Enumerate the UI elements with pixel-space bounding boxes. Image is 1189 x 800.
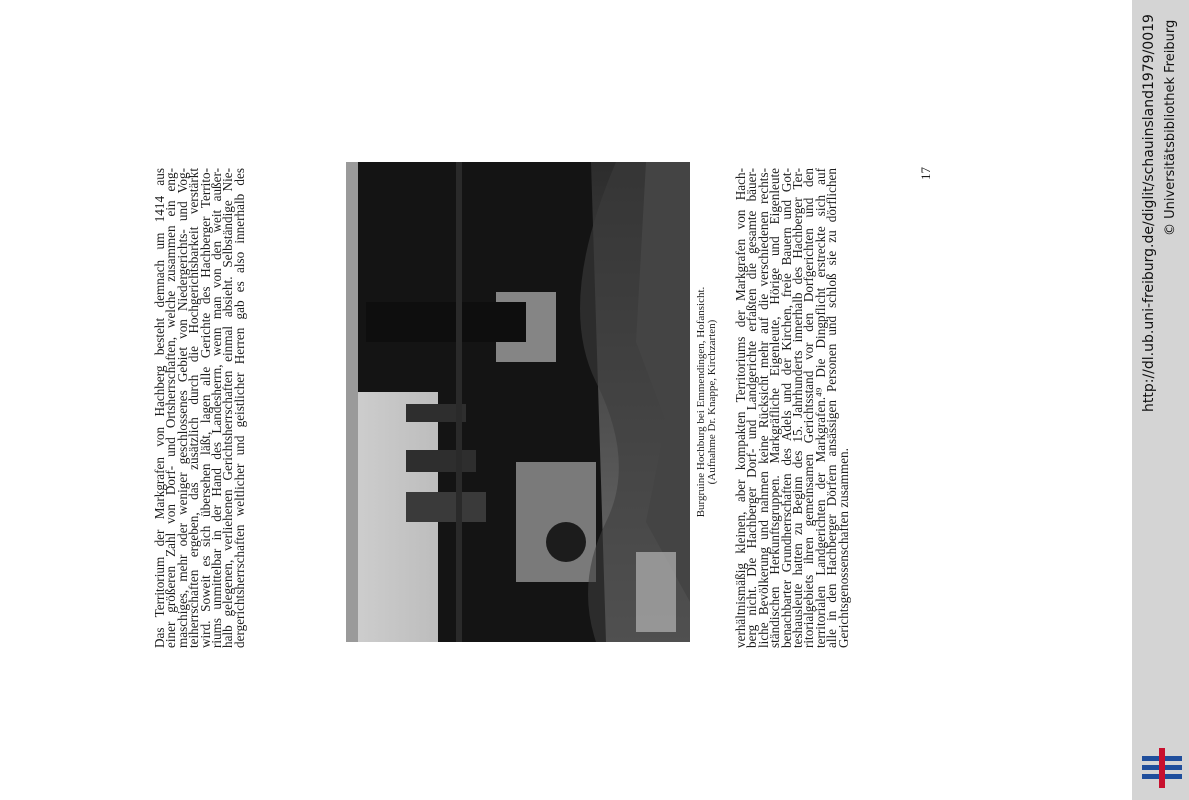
castle-ruin-photo — [346, 162, 690, 642]
text-line: liche Bevölkerung und nahmen keine Rücksicht mehr auf die verschiedenen rechts- — [755, 168, 771, 648]
text-line: Gerichtsgenossenschaften zusammen. — [835, 448, 851, 648]
caption-line: Burgruine Hochburg bei Emmendingen, Hofansicht. — [695, 286, 707, 518]
text-line: berg nicht. Die Hachberger Dorf- und Landgerichte erfaßten die gesamte bäuer- — [744, 168, 760, 648]
text-line: teshausleute hatten zu Beginn des 15. Jahrhunderts innerhalb des Hachberger Ter- — [790, 168, 806, 648]
top-paragraph — [154, 168, 245, 648]
text-line: einer größeren Zahl von Dorf- und Ortsherrschaften, welche zusammen ein eng- — [163, 168, 179, 648]
text-line: riums unmittelbar in der Hand des Landesherrn, wenn man von den weit außer- — [209, 168, 225, 648]
text-line: wird. Soweit es sich übersehen läßt, lagen alle Gerichte des Hachberger Territo- — [197, 168, 213, 648]
ub-freiburg-logo-icon — [1142, 748, 1182, 788]
rotated-page — [150, 0, 980, 800]
copyright-notice: © Universitätsbibliothek Freiburg — [1163, 19, 1178, 236]
permalink-url[interactable]: http://dl.ub.uni-freiburg.de/diglit/schauinsland1979/0019 — [1141, 14, 1157, 412]
text-line: Das Territorium der Markgrafen von Hachberg besteht demnach um 1414 aus — [152, 168, 167, 648]
page-number: 17 — [918, 167, 933, 180]
caption-credit: (Aufnahme Dr. Knappe, Kirchzarten) — [706, 319, 718, 485]
text-line: verhältnismäßig kleinen, aber kompakten Territoriums der Markgrafen von Hach- — [733, 168, 748, 648]
text-line: ritorialgebiets ihren gemeinsamen Gerichtsstand vor den Dorfgerichten und den — [801, 168, 817, 648]
text-line: maschiges, mehr oder weniger geschlossenes Gebiet von Niedergerichts- und Vog- — [174, 168, 190, 648]
text-line: alle in den Hachberger Dörfern ansässigen Personen und schloß sie zu dörflichen — [824, 168, 840, 648]
text-line: halb gelegenen, verliehenen Gerichtsherrschaften einmal absieht. Selbständige Nie- — [220, 168, 236, 648]
text-line: benachbarter Grundherrschaften des Adels und der Kirchen, freie Bauern und Got- — [778, 168, 794, 648]
text-line: ständischen Herkunftsgruppen. Markgräfliche Eigenleute, Hörige und Eigenleute — [767, 168, 783, 648]
photo-caption — [696, 162, 718, 642]
castle-ruin-image — [346, 162, 690, 642]
text-line: teiherrschaften ergeben, das zusätzlich durch die Hochgerichtsbarkeit verstärkt — [186, 168, 202, 648]
text-line: dergerichtsherrschaften weltlicher und geistlicher Herren gab es also innerhalb des — [231, 168, 247, 648]
bottom-paragraph — [735, 168, 849, 648]
text-line: territorialen Landgerichten der Markgrafen.⁴⁹ Die Dingpflicht erstreckte sich auf — [812, 168, 828, 648]
